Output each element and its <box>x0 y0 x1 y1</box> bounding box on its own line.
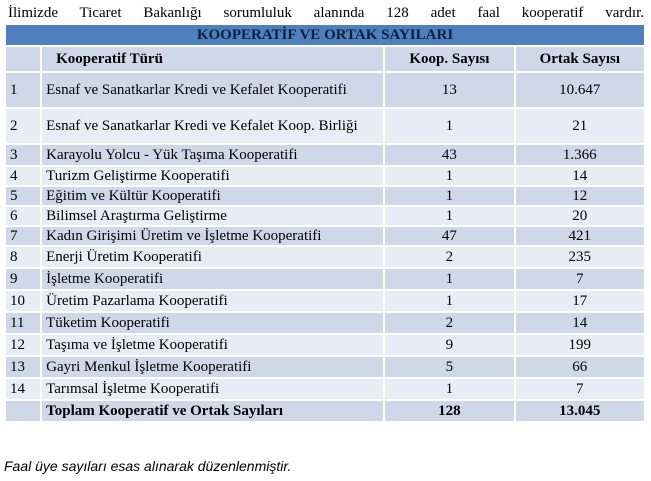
row-type: Bilimsel Araştırma Geliştirme <box>42 207 385 227</box>
row-coop-count: 43 <box>385 145 515 167</box>
row-coop-count: 13 <box>385 73 515 109</box>
row-member-count: 17 <box>516 291 646 313</box>
row-type: Eğitim ve Kültür Kooperatifi <box>42 187 385 207</box>
row-type: Karayolu Yolcu - Yük Taşıma Kooperatifi <box>42 145 385 167</box>
row-index: 14 <box>6 379 42 401</box>
row-index: 12 <box>6 335 42 357</box>
table-row <box>6 145 646 167</box>
row-type: Taşıma ve İşletme Kooperatifi <box>42 335 385 357</box>
table-row <box>6 379 646 401</box>
table-body <box>6 73 646 423</box>
header-type: Kooperatif Türü <box>42 47 385 73</box>
row-member-count: 14 <box>516 167 646 187</box>
table-row <box>6 291 646 313</box>
row-index: 4 <box>6 167 42 187</box>
row-member-count: 7 <box>516 269 646 291</box>
row-index: 9 <box>6 269 42 291</box>
row-member-count: 199 <box>516 335 646 357</box>
header-member-count: Ortak Sayısı <box>516 47 646 73</box>
row-index: 5 <box>6 187 42 207</box>
table-header-row <box>6 47 646 73</box>
row-index: 2 <box>6 109 42 145</box>
row-type: Üretim Pazarlama Kooperatifi <box>42 291 385 313</box>
row-coop-count: 5 <box>385 357 515 379</box>
intro-text: İlimizde Ticaret Bakanlığı sorumluluk alanında 128 adet faal kooperatif vardır. <box>8 5 644 21</box>
table-row <box>6 73 646 109</box>
row-member-count: 7 <box>516 379 646 401</box>
row-type: Tüketim Kooperatifi <box>42 313 385 335</box>
row-type: İşletme Kooperatifi <box>42 269 385 291</box>
row-coop-count: 1 <box>385 379 515 401</box>
row-type: Gayri Menkul İşletme Kooperatifi <box>42 357 385 379</box>
table-row <box>6 269 646 291</box>
row-type: Esnaf ve Sanatkarlar Kredi ve Kefalet Kooperatifi <box>42 73 385 109</box>
cooperative-table <box>6 25 646 423</box>
row-type: Turizm Geliştirme Kooperatifi <box>42 167 385 187</box>
row-member-count: 21 <box>516 109 646 145</box>
row-index: 10 <box>6 291 42 313</box>
row-index: 7 <box>6 227 42 247</box>
table-row <box>6 167 646 187</box>
table-row <box>6 335 646 357</box>
row-member-count: 421 <box>516 227 646 247</box>
row-member-count: 1.366 <box>516 145 646 167</box>
row-type: Tarımsal İşletme Kooperatifi <box>42 379 385 401</box>
table-row <box>6 357 646 379</box>
row-coop-count: 1 <box>385 207 515 227</box>
row-index: 1 <box>6 73 42 109</box>
footnote: Faal üye sayıları esas alınarak düzenlenmiştir. <box>4 458 292 474</box>
row-coop-count: 47 <box>385 227 515 247</box>
row-coop-count: 1 <box>385 167 515 187</box>
table-title-row <box>6 25 646 47</box>
table-row <box>6 313 646 335</box>
table-row <box>6 187 646 207</box>
total-member-count: 13.045 <box>516 401 646 423</box>
row-type: Enerji Üretim Kooperatifi <box>42 247 385 269</box>
row-member-count: 10.647 <box>516 73 646 109</box>
row-coop-count: 1 <box>385 269 515 291</box>
header-coop-count: Koop. Sayısı <box>385 47 515 73</box>
row-coop-count: 1 <box>385 187 515 207</box>
row-member-count: 12 <box>516 187 646 207</box>
row-coop-count: 1 <box>385 291 515 313</box>
table-row <box>6 247 646 269</box>
table-row <box>6 227 646 247</box>
row-coop-count: 9 <box>385 335 515 357</box>
row-index: 13 <box>6 357 42 379</box>
table-row <box>6 207 646 227</box>
row-coop-count: 2 <box>385 313 515 335</box>
row-index: 6 <box>6 207 42 227</box>
row-member-count: 66 <box>516 357 646 379</box>
row-index: 8 <box>6 247 42 269</box>
row-member-count: 20 <box>516 207 646 227</box>
row-coop-count: 1 <box>385 109 515 145</box>
table-row <box>6 109 646 145</box>
row-coop-count: 2 <box>385 247 515 269</box>
total-index <box>6 401 42 423</box>
total-label: Toplam Kooperatif ve Ortak Sayıları <box>42 401 385 423</box>
row-type: Kadın Girişimi Üretim ve İşletme Kooperatifi <box>42 227 385 247</box>
row-index: 11 <box>6 313 42 335</box>
table-total-row <box>6 401 646 423</box>
row-type: Esnaf ve Sanatkarlar Kredi ve Kefalet Koop. Birliği <box>42 109 385 145</box>
header-index <box>6 47 42 73</box>
row-member-count: 235 <box>516 247 646 269</box>
row-index: 3 <box>6 145 42 167</box>
row-member-count: 14 <box>516 313 646 335</box>
table-title: KOOPERATİF VE ORTAK SAYILARI <box>6 25 646 47</box>
total-coop-count: 128 <box>385 401 515 423</box>
